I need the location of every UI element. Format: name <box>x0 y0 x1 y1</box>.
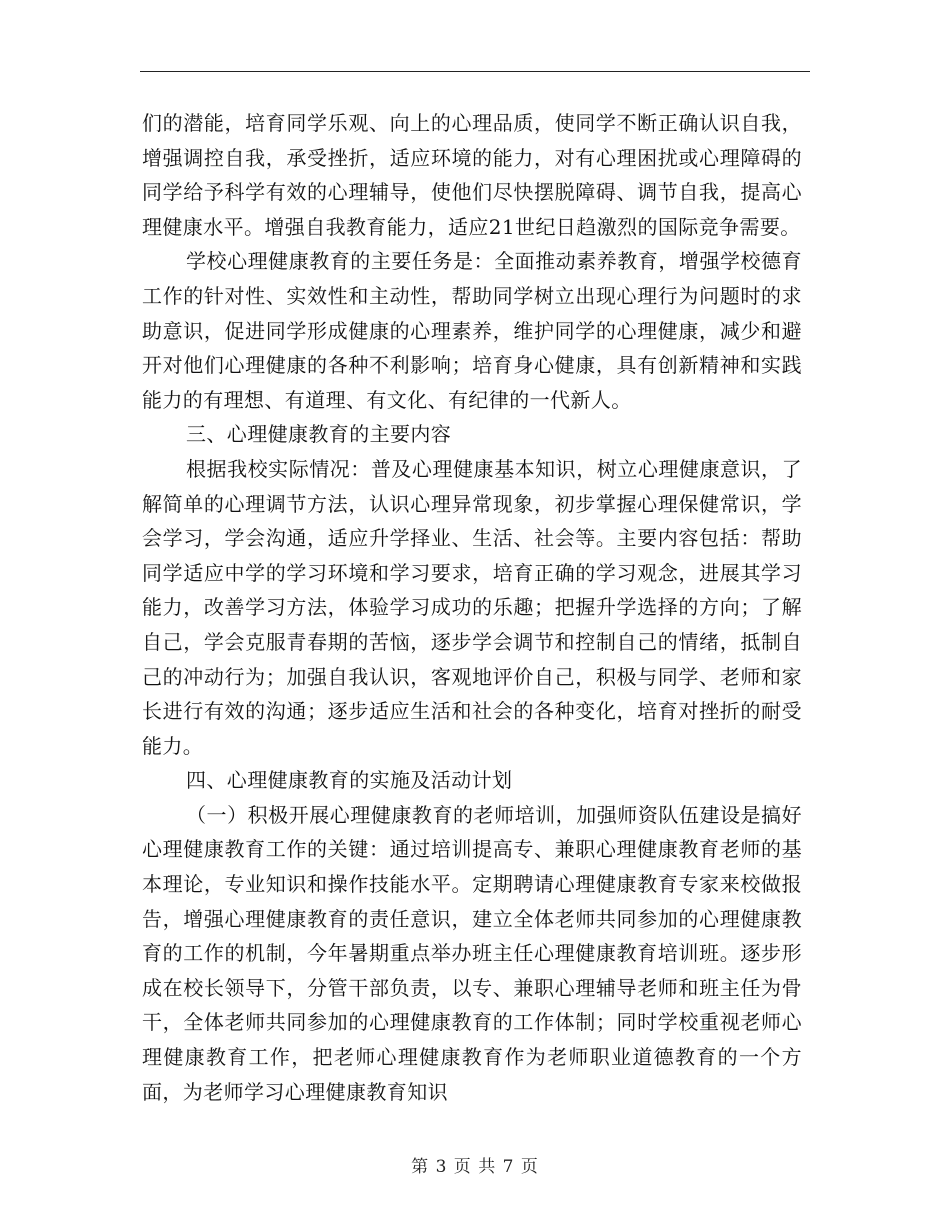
section-heading-4: 四、心理健康教育的实施及活动计划 <box>186 768 513 793</box>
page-number-footer: 第 3 页 共 7 页 <box>411 1157 539 1177</box>
paragraph-continuation: 们的潜能，培育同学乐观、向上的心理品质，使同学不断正确认识自我，增强调控自我，承受挫折，适应环境的能力，对有心理困扰或心理障碍的同学给予科学有效的心理辅导，使他们尽快摆脱障碍、调节自我，提高心理健康水平。增强自我教育能力，适应21世纪日趋激烈的国际竞争需要。 <box>142 111 802 239</box>
paragraph-teacher-training: （一）积极开展心理健康教育的老师培训，加强师资队伍建设是搞好心理健康教育工作的关键：通过培训提高专、兼职心理健康教育老师的基本理论，专业知识和操作技能水平。定期聘请心理健康教育专家来校做报告，增强心理健康教育的责任意识，建立全体老师共同参加的心理健康教育的工作的机制，今年暑期重点举办班主任心理健康教育培训班。逐步形成在校长领导下，分管干部负责，以专、兼职心理辅导老师和班主任为骨干，全体老师共同参加的心理健康教育的工作体制；同时学校重视老师心理健康教育工作，把老师心理健康教育作为老师职业道德教育的一个方面，为老师学习心理健康教育知识 <box>142 802 802 1104</box>
section-heading-3: 三、心理健康教育的主要内容 <box>186 422 452 447</box>
paragraph-main-content: 根据我校实际情况：普及心理健康基本知识，树立心理健康意识，了解简单的心理调节方法，认识心理异常现象，初步掌握心理保健常识，学会学习，学会沟通，适应升学择业、生活、社会等。主要内容包括：帮助同学适应中学的学习环境和学习要求，培育正确的学习观念，进展其学习能力，改善学习方法，体验学习成功的乐趣；把握升学选择的方向；了解自己，学会克服青春期的苦恼，逐步学会调节和控制自己的情绪，抵制自己的冲动行为；加强自我认识，客观地评价自己，积极与同学、老师和家长进行有效的沟通；逐步适应生活和社会的各种变化，培育对挫折的耐受能力。 <box>142 456 802 758</box>
header-rule <box>140 71 810 72</box>
paragraph-main-tasks: 学校心理健康教育的主要任务是：全面推动素养教育，增强学校德育工作的针对性、实效性和主动性，帮助同学树立出现心理行为问题时的求助意识，促进同学形成健康的心理素养，维护同学的心理健康，减少和避开对他们心理健康的各种不利影响；培育身心健康，具有创新精神和实践能力的有理想、有道理、有文化、有纪律的一代新人。 <box>142 249 802 412</box>
document-body <box>142 106 802 1109</box>
